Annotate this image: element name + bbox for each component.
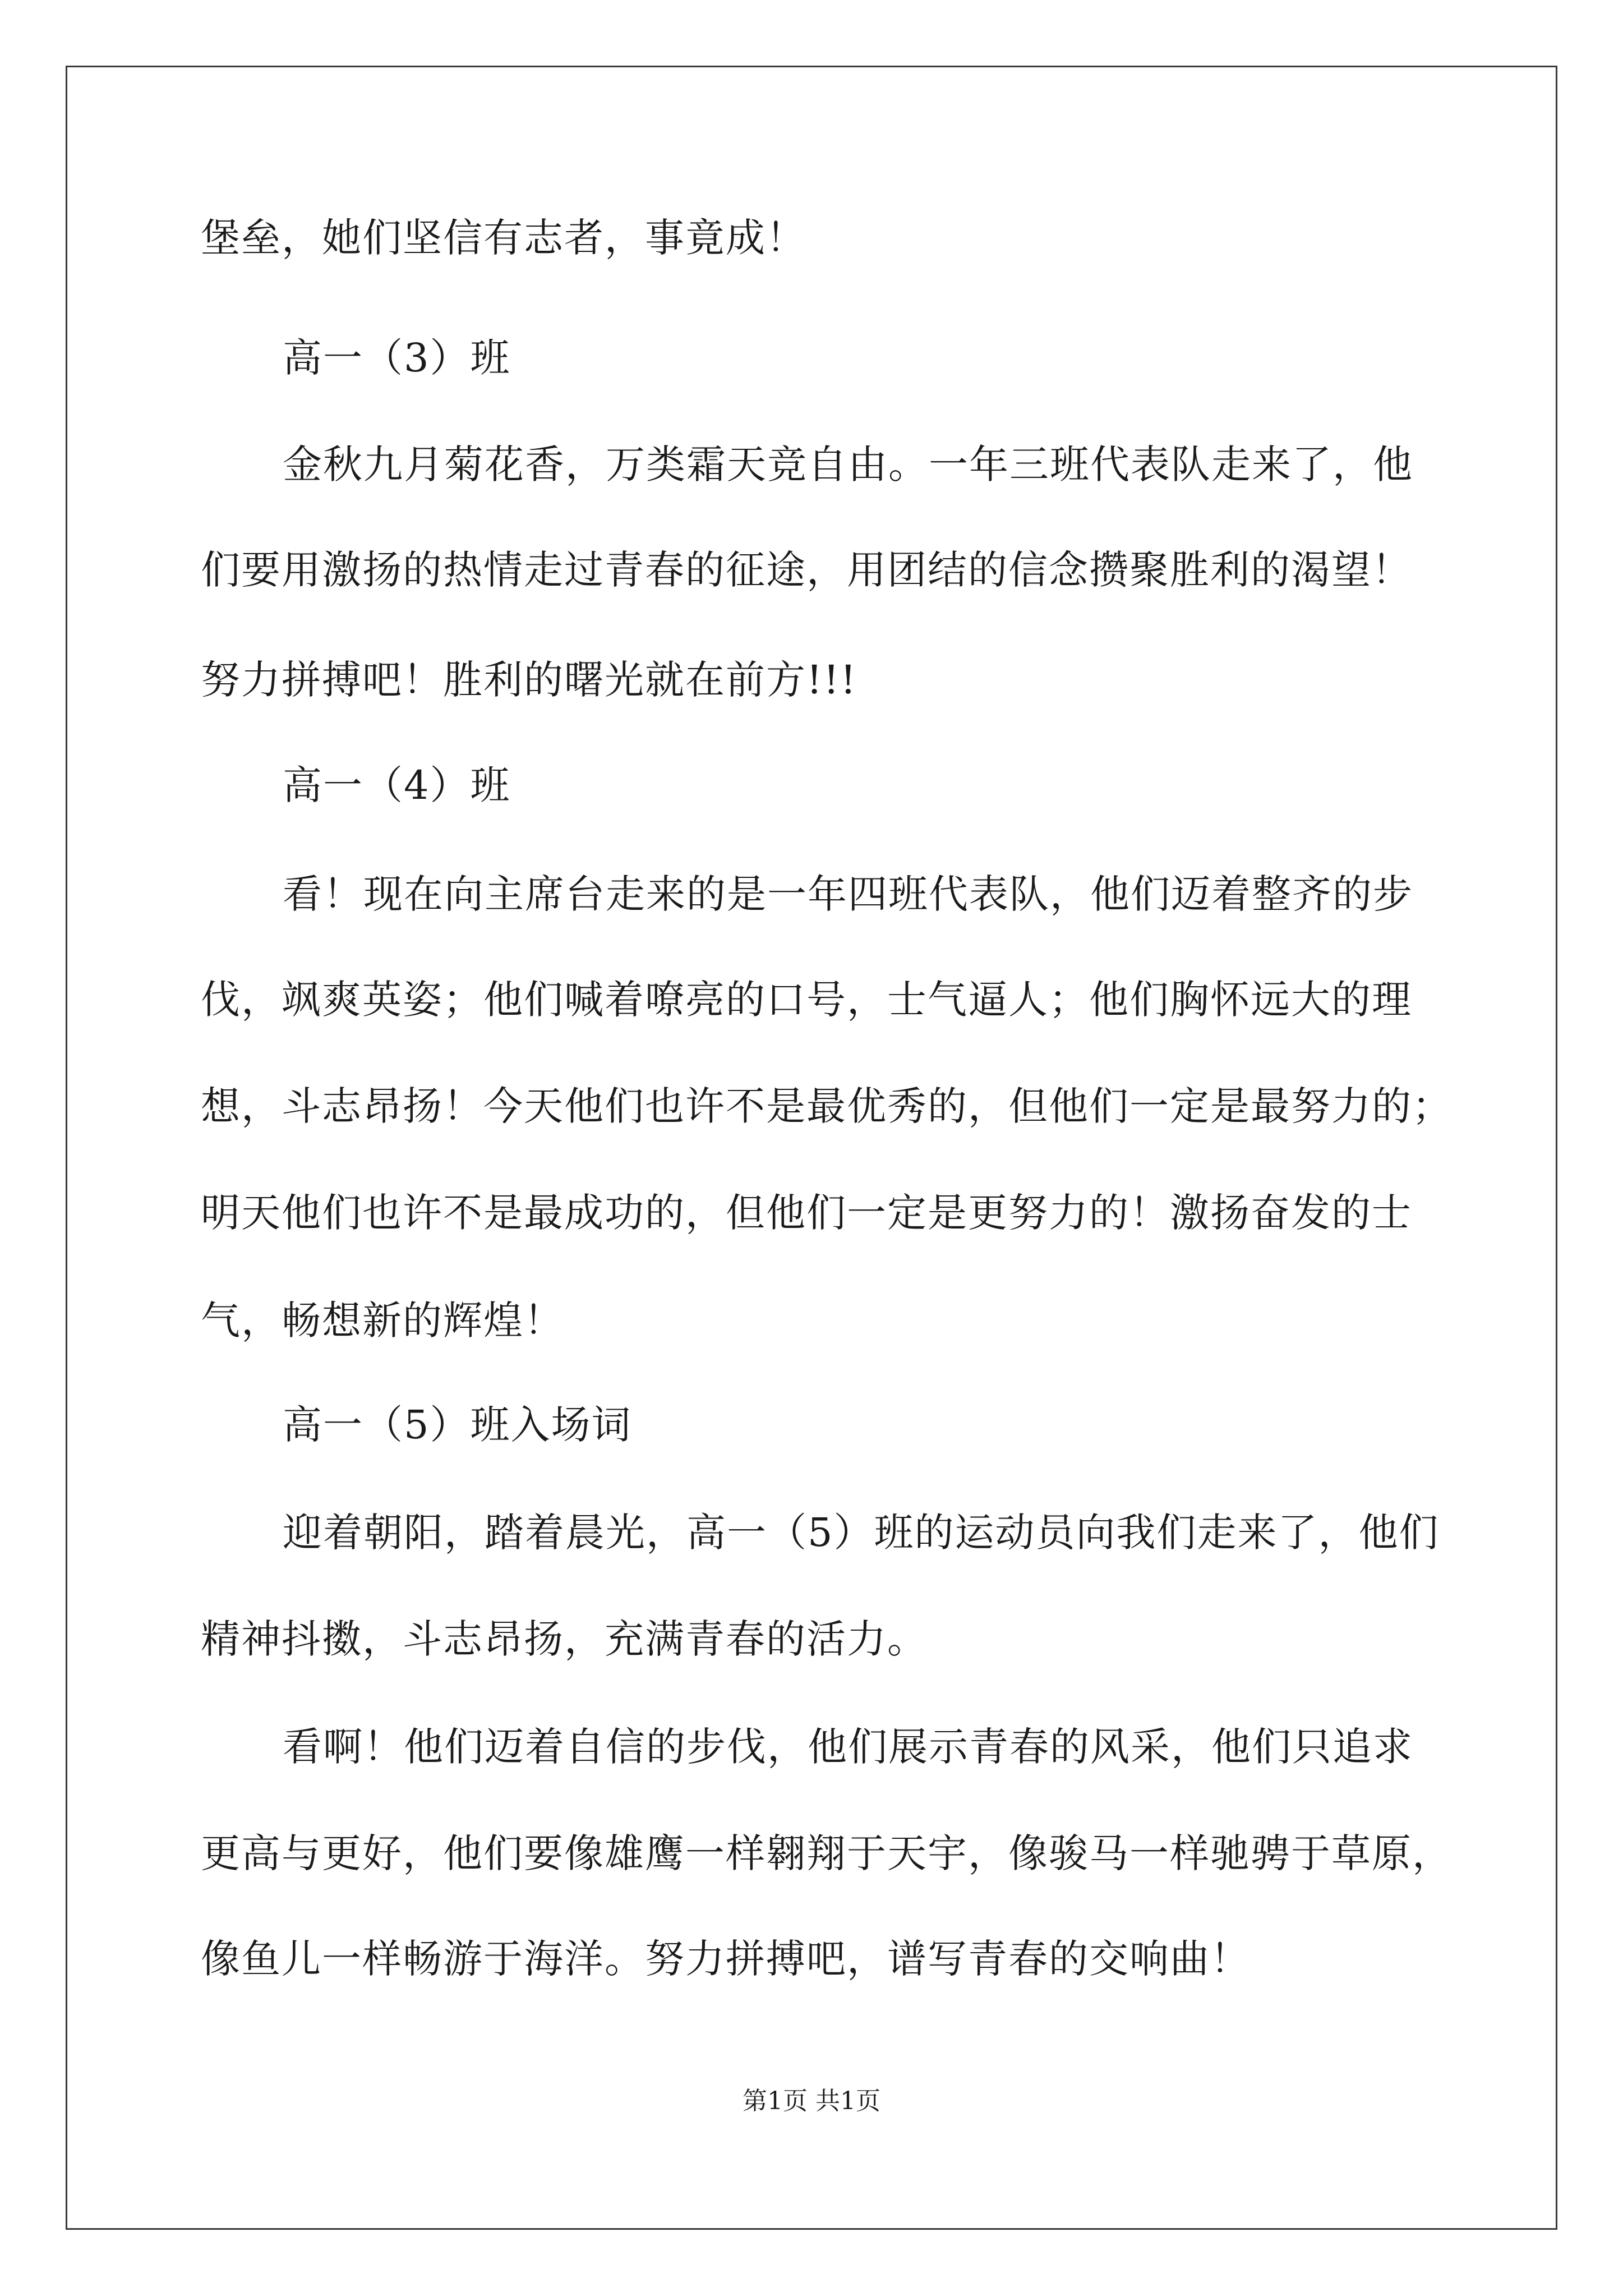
page-footer: 第1页 共1页 [743,2087,880,2115]
text-line: 想，斗志昂扬！今天他们也许不是最优秀的，但他们一定是最努力的； [201,1083,1453,1129]
text-line: 像鱼儿一样畅游于海洋。努力拼搏吧，谱写青春的交响曲！ [201,1936,1251,1982]
text-line: 明天他们也许不是最成功的，但他们一定是更努力的！激扬奋发的士 [201,1190,1412,1236]
text-line: 看啊！他们迈着自信的步伐，他们展示青春的风采，他们只追求 [283,1724,1413,1770]
text-line: 金秋九月菊花香，万类霜天竞自由。一年三班代表队走来了，他 [283,441,1413,487]
text-line: 更高与更好，他们要像雄鹰一样翱翔于天宇，像骏马一样驰骋于草原， [201,1830,1453,1876]
section-heading: 高一（4）班 [283,762,511,808]
text-line: 迎着朝阳，踏着晨光，高一（5）班的运动员向我们走来了，他们 [283,1510,1440,1556]
text-line: 努力拼搏吧！胜利的曙光就在前方!!! [201,657,857,703]
text-line: 看！现在向主席台走来的是一年四班代表队，他们迈着整齐的步 [283,871,1413,917]
text-line: 气，畅想新的辉煌！ [201,1297,564,1343]
section-heading: 高一（3）班 [283,335,511,381]
page-border [66,66,1557,2230]
text-line: 们要用激扬的热情走过青春的征途，用团结的信念攒聚胜利的渴望！ [201,547,1412,593]
section-heading: 高一（5）班入场词 [283,1402,632,1448]
text-line: 堡垒，她们坚信有志者，事竟成！ [201,215,806,261]
text-line: 伐，飒爽英姿；他们喊着嘹亮的口号，士气逼人；他们胸怀远大的理 [201,977,1412,1023]
text-line: 精神抖擞，斗志昂扬，充满青春的活力。 [201,1616,928,1662]
